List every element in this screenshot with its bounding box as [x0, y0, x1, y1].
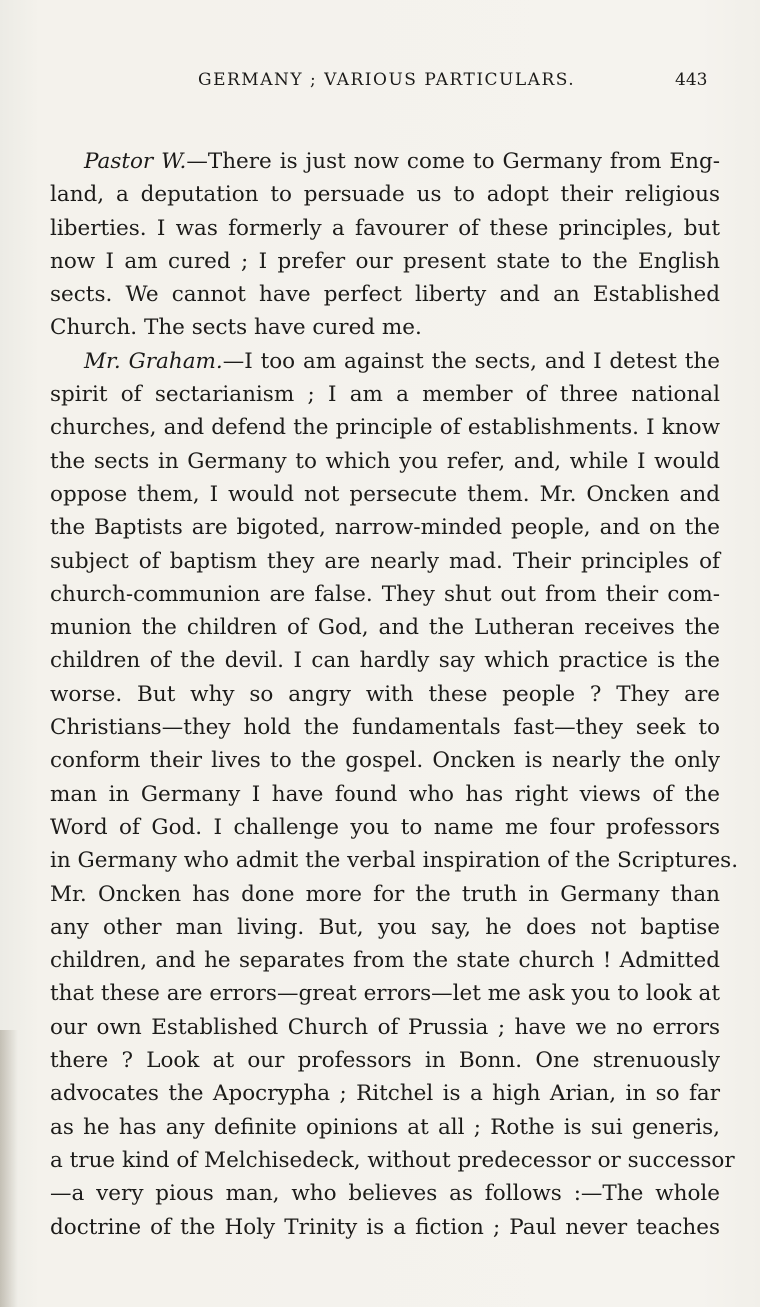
text-line: any other man living. But, you say, he does not baptise	[50, 914, 720, 940]
text-line: land, a deputation to persuade us to adopt their religious	[50, 182, 720, 208]
text-line: Mr. Graham.—I too am against the sects, and I detest the	[84, 348, 720, 374]
text-line: a true kind of Melchisedeck, without predecessor or successor	[50, 1147, 735, 1173]
text-line: doctrine of the Holy Trinity is a fiction ; Paul never teaches	[50, 1214, 720, 1240]
text-line: man in Germany I have found who has right views of the	[50, 781, 720, 807]
speaker-name: Mr. Graham.	[84, 348, 223, 374]
text-line: advocates the Apocrypha ; Ritchel is a high Arian, in so far	[50, 1081, 720, 1107]
text-line: the Baptists are bigoted, narrow-minded people, and on the	[50, 515, 720, 541]
text-line: in Germany who admit the verbal inspiration of the Scriptures.	[50, 848, 739, 874]
text-line: munion the children of God, and the Lutheran receives the	[50, 615, 720, 641]
text-line: Church. The sects have cured me.	[50, 315, 422, 341]
text-line: oppose them, I would not persecute them. Mr. Oncken and	[50, 481, 720, 507]
speaker-name: Pastor W.	[84, 149, 187, 174]
running-head	[0, 70, 760, 110]
text-line: now I am cured ; I prefer our present state to the English	[50, 248, 720, 274]
text-line: children of the devil. I can hardly say which practice is the	[50, 648, 720, 674]
text-line: Pastor W.—There is just now come to Germany from Eng-	[84, 149, 720, 174]
text-line: Mr. Oncken has done more for the truth in Germany than	[50, 881, 720, 907]
text-line: that these are errors—great errors—let me ask you to look at	[50, 981, 720, 1007]
text-line: Christians—they hold the fundamentals fast—they seek to	[50, 715, 720, 741]
text-line: church-communion are false. They shut out from their com-	[50, 581, 720, 607]
text-line: spirit of sectarianism ; I am a member of three national	[50, 382, 720, 408]
text-line: as he has any definite opinions at all ; Rothe is sui generis,	[50, 1114, 720, 1140]
text-line: the sects in Germany to which you refer, and, while I would	[50, 448, 720, 474]
text-line: —a very pious man, who believes as follows :—The whole	[50, 1181, 720, 1207]
text-line: subject of baptism they are nearly mad. Their principles of	[50, 548, 720, 574]
text-line: churches, and defend the principle of establishments. I know	[50, 415, 720, 441]
text-line: there ? Look at our professors in Bonn. One strenuously	[50, 1048, 720, 1074]
text-line: sects. We cannot have perfect liberty and an Established	[50, 282, 720, 308]
text-line: Word of God. I challenge you to name me four professors	[50, 814, 720, 840]
page-number: 443	[675, 70, 708, 90]
text-line: children, and he separates from the state church ! Admitted	[50, 948, 720, 974]
body-text	[50, 145, 739, 1244]
running-head-title: GERMANY ; VARIOUS PARTICULARS.	[198, 70, 576, 90]
page-edge-shadow	[0, 1030, 18, 1307]
text-line: liberties. I was formerly a favourer of these principles, but	[50, 215, 720, 241]
text-line: conform their lives to the gospel. Oncken is nearly the only	[50, 748, 720, 774]
text-line: our own Established Church of Prussia ; have we no errors	[50, 1014, 720, 1040]
text-line: worse. But why so angry with these people ? They are	[50, 681, 720, 707]
